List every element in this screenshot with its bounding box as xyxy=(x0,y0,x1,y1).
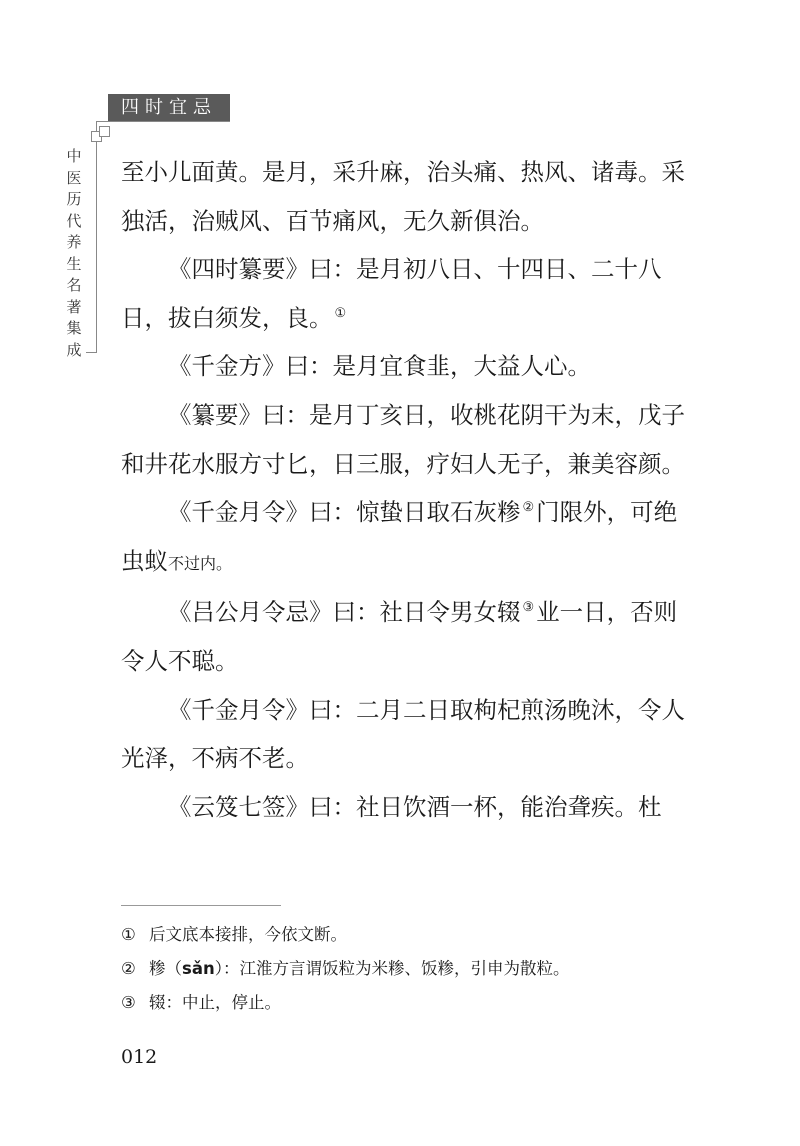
paragraph-text: 《四时纂要》曰：是月初八日、十四日、二十八日，拔白须发，良。 xyxy=(121,255,662,332)
section-title: 四时宜忌 xyxy=(108,94,230,122)
main-text xyxy=(121,148,686,831)
paragraph xyxy=(121,488,686,588)
paragraph xyxy=(121,245,686,342)
pinyin: sǎn xyxy=(182,959,215,978)
footnotes xyxy=(121,918,721,1020)
series-char: 生 xyxy=(66,254,82,273)
footnote-mark: ② xyxy=(121,959,136,978)
series-char: 医 xyxy=(66,168,82,187)
footnote-ref: ① xyxy=(334,305,347,321)
footnote-text: 后文底本接排，今依文断。 xyxy=(149,925,347,944)
page-number: 012 xyxy=(121,1046,158,1068)
footnote-divider xyxy=(121,905,281,906)
paragraph-text: 《吕公月令忌》曰：社日令男女辍 xyxy=(168,598,521,627)
series-char: 中 xyxy=(66,147,82,165)
paragraph-text: 门限外，可绝虫蚁 xyxy=(121,498,678,575)
series-char: 养 xyxy=(66,233,82,251)
paragraph: 至小儿面黄。是月，采升麻，治头痛、热风、诸毒。采独活，治贼风、百节痛风，无久新俱治。 xyxy=(121,158,685,235)
paragraph: 《云笈七签》曰：社日饮酒一杯，能治聋疾。杜 xyxy=(168,792,662,821)
footnote-text: 辍：中止，停止。 xyxy=(149,993,281,1012)
series-char: 代 xyxy=(66,211,82,230)
footnote-ref: ② xyxy=(522,500,535,516)
book-series-title xyxy=(64,146,84,361)
footnote-ref: ③ xyxy=(522,600,535,616)
paragraph xyxy=(121,588,686,685)
paragraph: 《千金月令》曰：二月二日取枸杞煎汤晚沐，令人光泽，不病不老。 xyxy=(121,695,685,773)
paragraph-text: 《千金月令》曰：惊蛰日取石灰糁 xyxy=(168,498,521,527)
decorative-square xyxy=(99,126,110,137)
sidebar-rule xyxy=(96,121,97,353)
footnote-mark: ① xyxy=(121,925,136,944)
footnote-text: ）：江淮方言谓饭粒为米糁、饭糁，引申为散粒。 xyxy=(214,959,570,978)
series-char: 成 xyxy=(66,340,82,359)
paragraph: 《千金方》曰：是月宜食韭，大益人心。 xyxy=(168,352,591,381)
sidebar-rule-bottom xyxy=(86,352,97,353)
footnote xyxy=(121,986,721,1020)
footnote xyxy=(121,952,721,986)
series-char: 著 xyxy=(66,297,82,316)
paragraph: 《纂要》曰：是月丁亥日，收桃花阴干为末，戊子和井花水服方寸匕，日三服，疗妇人无子，兼美容颜。 xyxy=(121,400,685,478)
series-char: 集 xyxy=(66,319,82,337)
series-char: 名 xyxy=(66,276,82,294)
footnote xyxy=(121,918,721,952)
paragraph-text: 业一日，否则令人不聪。 xyxy=(121,598,678,675)
header-rule xyxy=(96,121,230,122)
series-char: 历 xyxy=(66,190,82,208)
footnote-mark: ③ xyxy=(121,993,136,1012)
footnote-text: 糁（ xyxy=(149,959,182,978)
interlinear-note: 不过内。 xyxy=(168,553,233,573)
